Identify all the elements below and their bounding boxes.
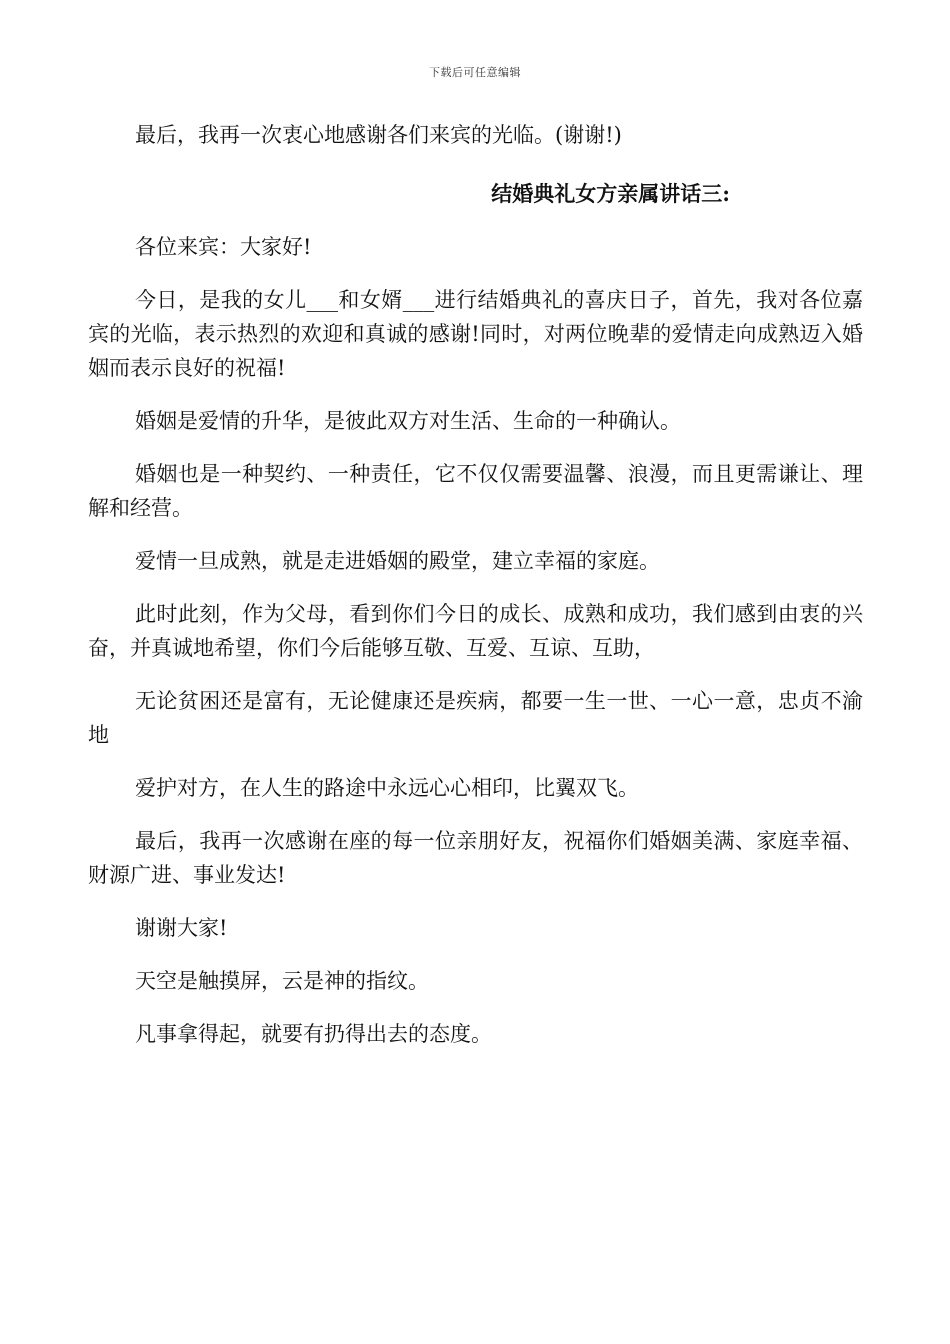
paragraph-2: 今日，是我的女儿___和女婿___进行结婚典礼的喜庆日子，首先，我对各位嘉宾的光临，表示热烈的欢迎和真诚的感谢!同时，对两位晚辈的爱情走向成熟迈入婚姻而表示良好的祝福! xyxy=(88,288,863,380)
closing-paragraph: 最后，我再一次衷心地感谢各们来宾的光临。(谢谢!) xyxy=(135,123,622,147)
paragraph-4: 婚姻也是一种契约、一种责任，它不仅仅需要温馨、浪漫，而且更需谦让、理解和经营。 xyxy=(88,462,863,520)
paragraph-3: 婚姻是爱情的升华，是彼此双方对生活、生命的一种确认。 xyxy=(135,409,681,433)
paragraph-9: 最后，我再一次感谢在座的每一位亲朋好友，祝福你们婚姻美满、家庭幸福、财源广进、事业发达! xyxy=(88,829,863,887)
paragraph-8: 爱护对方，在人生的路途中永远心心相印，比翼双飞。 xyxy=(135,776,639,800)
paragraph-5: 爱情一旦成熟，就是走进婚姻的殿堂，建立幸福的家庭。 xyxy=(135,549,660,573)
paragraph-quote-1: 天空是触摸屏，云是神的指纹。 xyxy=(135,969,429,993)
paragraph-7: 无论贫困还是富有，无论健康还是疾病，都要一生一世、一心一意，忠贞不渝地 xyxy=(88,689,863,747)
paragraph-6: 此时此刻，作为父母，看到你们今日的成长、成熟和成功，我们感到由衷的兴奋，并真诚地希望，你们今后能够互敬、互爱、互谅、互助， xyxy=(88,602,863,660)
paragraph-greeting: 各位来宾：大家好! xyxy=(135,235,312,259)
section-heading: 结婚典礼女方亲属讲话三: xyxy=(491,181,730,206)
paragraph-quote-2: 凡事拿得起，就要有扔得出去的态度。 xyxy=(135,1022,492,1046)
paragraph-thanks: 谢谢大家! xyxy=(135,916,228,940)
page-header-note: 下载后可任意编辑 xyxy=(429,66,521,79)
document-body xyxy=(88,118,863,1051)
